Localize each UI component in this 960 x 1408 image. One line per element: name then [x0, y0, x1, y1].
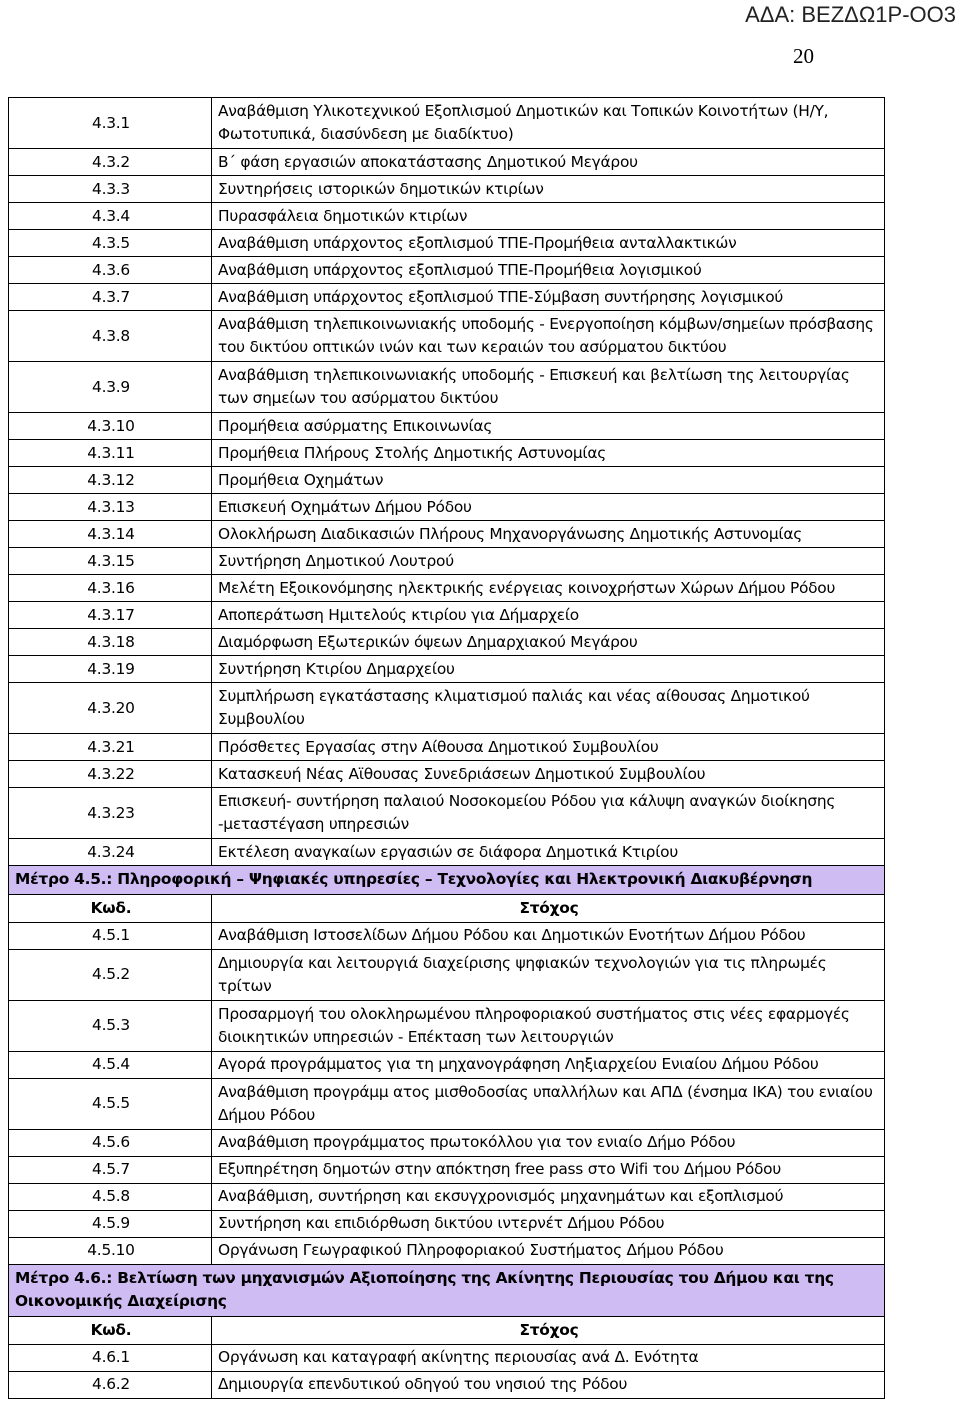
row-code: 4.5.4 — [9, 1051, 212, 1078]
row-text: Επισκευή- συντήρηση παλαιού Νοσοκομείου Ρόδου για κάλυψη αναγκών διοίκησης -μεταστέγαση υπηρεσιών — [212, 788, 885, 839]
table-row — [9, 734, 885, 761]
row-code: 4.3.14 — [9, 521, 212, 548]
table-row — [9, 1078, 885, 1129]
column-header-code: Κωδ. — [9, 1316, 212, 1344]
row-code: 4.5.1 — [9, 922, 212, 949]
table-row — [9, 98, 885, 149]
row-code: 4.3.6 — [9, 257, 212, 284]
row-code: 4.5.7 — [9, 1156, 212, 1183]
row-text: Εκτέλεση αναγκαίων εργασιών σε διάφορα Δημοτικά Κτιρίου — [212, 839, 885, 866]
row-code: 4.3.13 — [9, 494, 212, 521]
row-code: 4.3.5 — [9, 230, 212, 257]
table-row — [9, 1237, 885, 1264]
table-row — [9, 602, 885, 629]
row-code: 4.3.22 — [9, 761, 212, 788]
row-text: Αναβάθμιση προγράμματος πρωτοκόλλου για τον ενιαίο Δήμο Ρόδου — [212, 1129, 885, 1156]
table-row — [9, 1051, 885, 1078]
measure-header — [9, 1264, 885, 1316]
row-text: Προσαρμογή του ολοκληρωμένου πληροφοριακού συστήματος στις νέες εφαρμογές διοικητικών υπηρεσιών - Επέκταση των λειτουργιών — [212, 1000, 885, 1051]
row-code: 4.3.16 — [9, 575, 212, 602]
table-row — [9, 922, 885, 949]
row-text: Αναβάθμιση τηλεπικοινωνιακής υποδομής - Ενεργοποίηση κόμβων/σημείων πρόσβασης του δικτύου οπτικών ινών και των κεραιών του ασύρματου δικτύου — [212, 311, 885, 362]
table-row — [9, 230, 885, 257]
row-code: 4.3.1 — [9, 98, 212, 149]
table-row — [9, 1000, 885, 1051]
row-text: Αναβάθμιση τηλεπικοινωνιακής υποδομής - Επισκευή και βελτίωση της λειτουργίας των σημείων του ασύρματου δικτύου — [212, 362, 885, 413]
row-text: Συμπλήρωση εγκατάστασης κλιματισμού παλιάς και νέας αίθουσας Δημοτικού Συμβουλίου — [212, 683, 885, 734]
row-text: Αναβάθμιση υπάρχοντος εξοπλισμού ΤΠΕ-Προμήθεια ανταλλακτικών — [212, 230, 885, 257]
page-number: 20 — [793, 44, 814, 68]
row-code: 4.6.1 — [9, 1344, 212, 1371]
row-text: Αγορά προγράμματος για τη μηχανογράφηση Ληξιαρχείου Ενιαίου Δήμου Ρόδου — [212, 1051, 885, 1078]
column-header-code: Κωδ. — [9, 894, 212, 922]
row-text: Προμήθεια Πλήρους Στολής Δημοτικής Αστυνομίας — [212, 440, 885, 467]
row-text: Β΄ φάση εργασιών αποκατάστασης Δημοτικού Μεγάρου — [212, 149, 885, 176]
column-header-row — [9, 894, 885, 922]
row-code: 4.5.10 — [9, 1237, 212, 1264]
row-code: 4.3.21 — [9, 734, 212, 761]
row-text: Οργάνωση Γεωγραφικού Πληροφοριακού Συστήματος Δήμου Ρόδου — [212, 1237, 885, 1264]
table-row — [9, 1371, 885, 1398]
row-text: Πυρασφάλεια δημοτικών κτιρίων — [212, 203, 885, 230]
column-header-row — [9, 1316, 885, 1344]
row-text: Δημιουργία και λειτουργιά διαχείρισης ψηφιακών τεχνολογιών για τις πληρωμές τρίτων — [212, 949, 885, 1000]
row-code: 4.3.2 — [9, 149, 212, 176]
row-code: 4.3.20 — [9, 683, 212, 734]
table-row — [9, 839, 885, 866]
measure-title: Μέτρο 4.6.: Βελτίωση των μηχανισμών Αξιοποίησης της Ακίνητης Περιουσίας του Δήμου και της Οικονομικής Διαχείρισης — [9, 1264, 885, 1316]
row-code: 4.3.3 — [9, 176, 212, 203]
projects-table — [8, 97, 885, 1399]
row-code: 4.5.9 — [9, 1210, 212, 1237]
row-code: 4.3.24 — [9, 839, 212, 866]
table-row — [9, 1344, 885, 1371]
row-text: Επισκευή Οχημάτων Δήμου Ρόδου — [212, 494, 885, 521]
row-text: Δημιουργία επενδυτικού οδηγού του νησιού της Ρόδου — [212, 1371, 885, 1398]
row-text: Ολοκλήρωση Διαδικασιών Πλήρους Μηχανοργάνωσης Δημοτικής Αστυνομίας — [212, 521, 885, 548]
row-text: Αναβάθμιση, συντήρηση και εκσυγχρονισμός μηχανημάτων και εξοπλισμού — [212, 1183, 885, 1210]
row-code: 4.3.4 — [9, 203, 212, 230]
table-row — [9, 656, 885, 683]
row-code: 4.3.18 — [9, 629, 212, 656]
row-text: Συντήρηση Κτιρίου Δημαρχείου — [212, 656, 885, 683]
row-text: Αναβάθμιση Ιστοσελίδων Δήμου Ρόδου και Δημοτικών Ενοτήτων Δήμου Ρόδου — [212, 922, 885, 949]
table-row — [9, 284, 885, 311]
row-code: 4.3.12 — [9, 467, 212, 494]
row-text: Συντήρηση Δημοτικού Λουτρού — [212, 548, 885, 575]
row-text: Συντηρήσεις ιστορικών δημοτικών κτιρίων — [212, 176, 885, 203]
table-row — [9, 575, 885, 602]
table-row — [9, 149, 885, 176]
table-row — [9, 1210, 885, 1237]
column-header-goal: Στόχος — [212, 1316, 885, 1344]
table-row — [9, 629, 885, 656]
table-row — [9, 1156, 885, 1183]
row-code: 4.5.8 — [9, 1183, 212, 1210]
table-row — [9, 440, 885, 467]
table-row — [9, 788, 885, 839]
table-row — [9, 203, 885, 230]
row-text: Εξυπηρέτηση δημοτών στην απόκτηση free pass στο Wifi του Δήμου Ρόδου — [212, 1156, 885, 1183]
row-text: Μελέτη Εξοικονόμησης ηλεκτρικής ενέργειας κοινοχρήστων Χώρων Δήμου Ρόδου — [212, 575, 885, 602]
table-row — [9, 683, 885, 734]
row-code: 4.3.19 — [9, 656, 212, 683]
row-text: Πρόσθετες Εργασίας στην Αίθουσα Δημοτικού Συμβουλίου — [212, 734, 885, 761]
row-code: 4.3.9 — [9, 362, 212, 413]
table-row — [9, 494, 885, 521]
row-text: Αναβάθμιση προγράμμ ατος μισθοδοσίας υπαλλήλων και ΑΠΔ (ένσημα ΙΚΑ) του ενιαίου Δήμου Ρόδου — [212, 1078, 885, 1129]
row-code: 4.5.6 — [9, 1129, 212, 1156]
table-row — [9, 311, 885, 362]
row-code: 4.5.3 — [9, 1000, 212, 1051]
row-code: 4.3.11 — [9, 440, 212, 467]
row-code: 4.6.2 — [9, 1371, 212, 1398]
table-row — [9, 1129, 885, 1156]
row-code: 4.3.8 — [9, 311, 212, 362]
ada-identifier: ΑΔΑ: ΒΕΖΔΩ1Ρ-ΟΟ3 — [745, 2, 956, 27]
table-row — [9, 521, 885, 548]
row-text: Οργάνωση και καταγραφή ακίνητης περιουσίας ανά Δ. Ενότητα — [212, 1344, 885, 1371]
table-row — [9, 949, 885, 1000]
row-text: Αναβάθμιση υπάρχοντος εξοπλισμού ΤΠΕ-Σύμβαση συντήρησης λογισμικού — [212, 284, 885, 311]
table-row — [9, 467, 885, 494]
row-text: Αναβάθμιση Υλικοτεχνικού Εξοπλισμού Δημοτικών και Τοπικών Κοινοτήτων (Η/Υ, Φωτοτυπικά, διασύνδεση με διαδίκτυο) — [212, 98, 885, 149]
row-code: 4.3.17 — [9, 602, 212, 629]
table-row — [9, 257, 885, 284]
row-code: 4.3.7 — [9, 284, 212, 311]
row-text: Κατασκευή Νέας Αϊθουσας Συνεδριάσεων Δημοτικού Συμβουλίου — [212, 761, 885, 788]
column-header-goal: Στόχος — [212, 894, 885, 922]
row-code: 4.5.2 — [9, 949, 212, 1000]
measure-header — [9, 866, 885, 895]
row-text: Αναβάθμιση υπάρχοντος εξοπλισμού ΤΠΕ-Προμήθεια λογισμικού — [212, 257, 885, 284]
row-text: Προμήθεια ασύρματης Επικοινωνίας — [212, 413, 885, 440]
row-code: 4.3.23 — [9, 788, 212, 839]
measure-title: Μέτρο 4.5.: Πληροφορική – Ψηφιακές υπηρεσίες – Τεχνολογίες και Ηλεκτρονική Διακυβέρνηση — [9, 866, 885, 895]
row-code: 4.3.10 — [9, 413, 212, 440]
row-code: 4.3.15 — [9, 548, 212, 575]
table-row — [9, 548, 885, 575]
row-code: 4.5.5 — [9, 1078, 212, 1129]
table-row — [9, 362, 885, 413]
row-text: Συντήρηση και επιδιόρθωση δικτύου ιντερνέτ Δήμου Ρόδου — [212, 1210, 885, 1237]
row-text: Αποπεράτωση Ημιτελούς κτιρίου για Δήμαρχείο — [212, 602, 885, 629]
table-row — [9, 176, 885, 203]
row-text: Διαμόρφωση Εξωτερικών όψεων Δημαρχιακού Μεγάρου — [212, 629, 885, 656]
table-row — [9, 761, 885, 788]
table-row — [9, 1183, 885, 1210]
row-text: Προμήθεια Οχημάτων — [212, 467, 885, 494]
table-row — [9, 413, 885, 440]
